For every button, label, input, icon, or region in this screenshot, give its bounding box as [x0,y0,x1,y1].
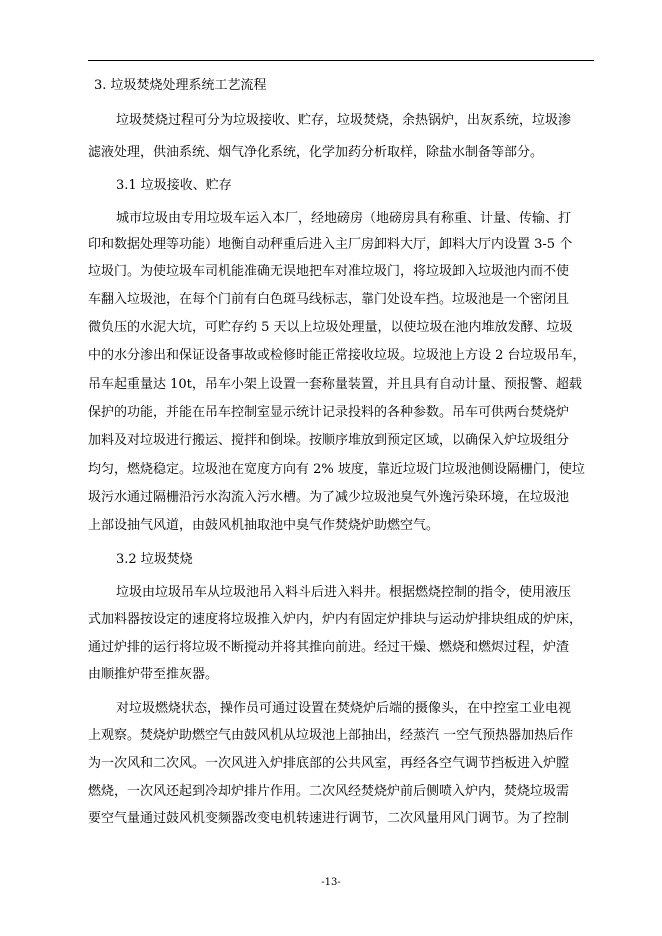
page-number: -13- [321,877,341,888]
text-line: 上观察。焚烧炉助燃空气由鼓风机从垃圾池上部抽出，经蒸汽 一空气预热器加热后作 [88,728,574,743]
header-rule [88,60,594,61]
text-line: 由顺推炉带至推灰器。 [88,667,219,682]
text-line: 吊车起重量达 10t，吊车小架上设置一套称量装置，并且具有自动计量、预报警、超载 [88,377,582,392]
text-line: 保护的功能，并能在吊车控制室显示统计记录投料的各种参数。吊车可供两台焚烧炉 [88,405,570,420]
text-line: 微负压的水泥大坑，可贮存约 5 天以上垃圾处理量，以使垃圾在池内堆放发酵、垃圾 [88,320,573,335]
subsection-heading: 3.2 垃圾焚烧 [116,552,193,567]
text-line: 城市垃圾由专用垃圾车运入本厂，经地磅房（地磅房具有称重、计量、传输、打 [116,211,572,226]
section-heading: 3. 垃圾焚烧处理系统工艺流程 [94,78,267,93]
text-line: 均匀，燃烧稳定。垃圾池在宽度方向有 2% 坡度，靠近垃圾门垃圾池侧设隔栅门，使垃 [88,462,585,477]
subsection-heading: 3.1 垃圾接收、贮存 [116,178,232,193]
text-line: 加料及对垃圾进行搬运、搅拌和倒垛。按顺序堆放到预定区域，以确保入炉垃圾组分 [88,433,570,448]
text-line: 圾污水通过隔栅沿污水沟流入污水槽。为了减少垃圾池臭气外逸污染环境，在垃圾池 [88,490,570,505]
text-line: 印和数据处理等功能）地衡自动秤重后进入主厂房卸料大厅，卸料大厅内设置 3-5 个 [88,237,573,252]
text-line: 对垃圾燃烧状态，操作员可通过设置在焚烧炉后端的摄像头，在中控室工业电视 [116,701,572,716]
text-line: 垃圾焚烧过程可分为垃圾接收、贮存，垃圾焚烧，余热锅炉，出灰系统，垃圾渗 [116,113,572,128]
text-line: 垃圾由垃圾吊车从垃圾池吊入料斗后进入料井。根据燃烧控制的指令，使用液压 [116,585,572,600]
text-line: 上部设抽气风道，由鼓风机抽取池中臭气作焚烧炉助燃空气。 [88,518,440,533]
text-line: 通过炉排的运行将垃圾不断搅动并将其推向前进。经过干燥、燃烧和燃烬过程，炉渣 [88,640,570,655]
text-line: 垃圾门。为使垃圾车司机能准确无误地把车对准垃圾门，将垃圾卸入垃圾池内而不使 [88,264,570,279]
text-line: 要空气量通过鼓风机变频器改变电机转速进行调节，二次风量用风门调节。为了控制 [88,811,570,826]
text-line: 车翻入垃圾池，在每个门前有白色斑马线标志，靠门处设车挡。垃圾池是一个密闭且 [88,292,570,307]
text-line: 式加料器按设定的速度将垃圾推入炉内，炉内有固定炉排块与运动炉排块组成的炉床， [88,612,583,627]
text-line: 燃烧，一次风还起到冷却炉排片作用。二次风经焚烧炉前后侧喷入炉内，焚烧垃圾需 [88,784,570,799]
text-line: 滤液处理，供油系统、烟气净化系统，化学加药分析取样，除盐水制备等部分。 [88,145,544,160]
text-line: 中的水分渗出和保证设备事故或检修时能正常接收垃圾。垃圾池上方设 2 台垃圾吊车， [88,348,586,363]
text-line: 为一次风和二次风。一次风进入炉排底部的公共风室，再经各空气调节挡板进入炉膛 [88,756,570,771]
